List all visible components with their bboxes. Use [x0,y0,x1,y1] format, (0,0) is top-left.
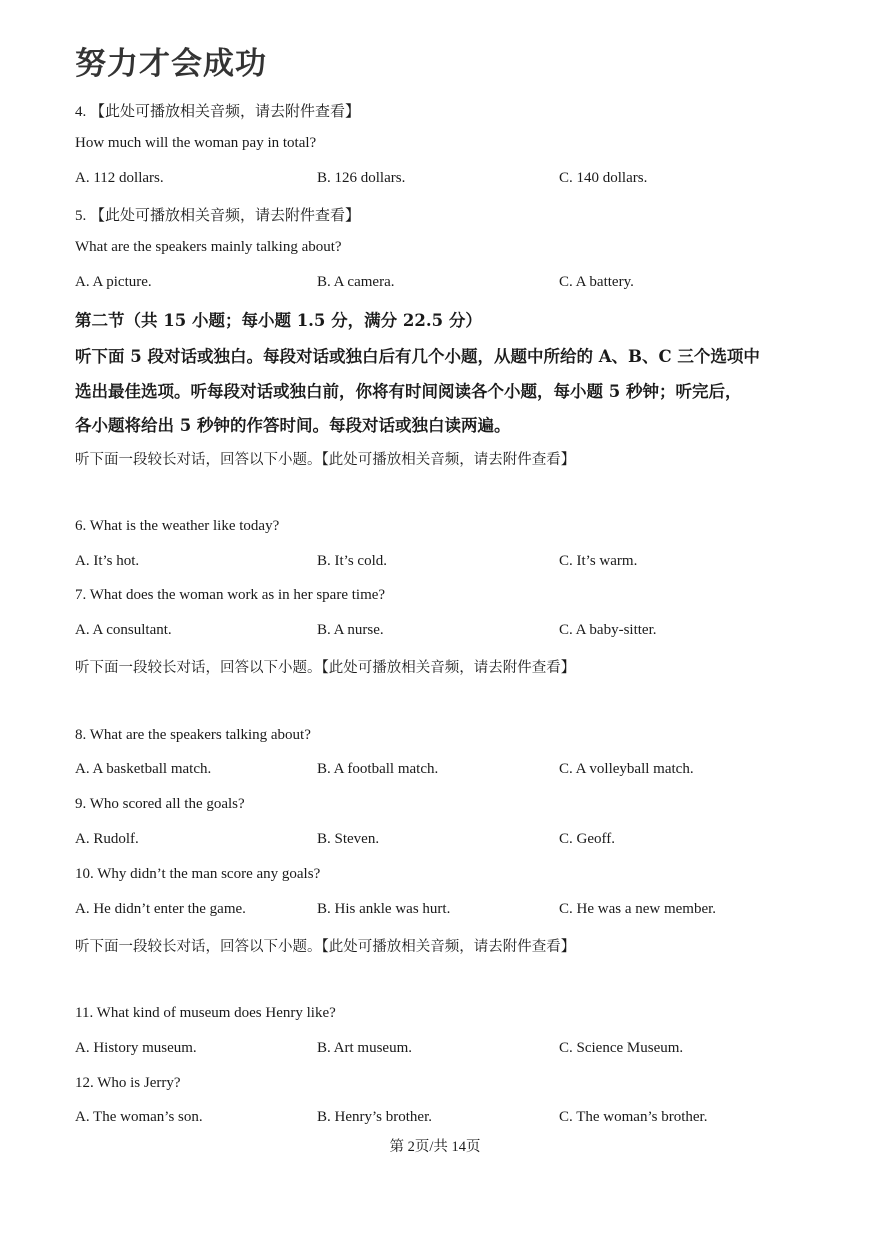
question-prompt: What are the speakers mainly talking about? [75,239,342,255]
section-heading: 第二节（共 15 小题；每小题 1.5 分，满分 22.5 分） [75,311,482,330]
option-b: B. 126 dollars. [317,170,406,186]
option-a: A. 112 dollars. [75,170,164,186]
option-c: C. Science Museum. [559,1040,684,1056]
option-c: C. A baby-sitter. [559,622,657,638]
option-a: A. The woman’s son. [75,1109,203,1125]
question-stem: 5. 【此处可播放相关音频，请去附件查看】 [75,208,361,224]
option-c: C. It’s warm. [559,553,638,569]
option-b: B. Steven. [317,831,380,847]
option-b: B. Henry’s brother. [317,1109,432,1125]
audio-note: 听下面一段较长对话，回答以下小题。【此处可播放相关音频，请去附件查看】 [75,660,576,676]
option-b: B. Art museum. [317,1040,413,1056]
option-a: A. History museum. [75,1040,197,1056]
option-b: B. A football match. [317,761,439,777]
audio-note: 听下面一段较长对话，回答以下小题。【此处可播放相关音频，请去附件查看】 [75,452,576,468]
option-a: A. It’s hot. [75,553,140,569]
question-stem: 4. 【此处可播放相关音频，请去附件查看】 [75,104,361,120]
option-b: B. A camera. [317,274,395,290]
option-c: C. The woman’s brother. [559,1109,708,1125]
question-stem: 9. Who scored all the goals? [75,796,245,812]
header-title: 努力才会成功 [75,46,267,82]
section-instructions-line: 选出最佳选项。听每段对话或独白前，你将有时间阅读各个小题，每小题 5 秒钟；听完后， [75,382,742,401]
option-a: A. A consultant. [75,622,172,638]
section-instructions-line: 各小题将给出 5 秒钟的作答时间。每段对话或独白读两遍。 [75,416,511,435]
question-stem: 11. What kind of museum does Henry like? [75,1005,336,1021]
option-b: B. His ankle was hurt. [317,901,451,917]
audio-note: 听下面一段较长对话，回答以下小题。【此处可播放相关音频，请去附件查看】 [75,939,576,955]
option-b: B. It’s cold. [317,553,387,569]
question-stem: 10. Why didn’t the man score any goals? [75,866,321,882]
option-c: C. He was a new member. [559,901,717,917]
page-number: 第 2页/共 14页 [389,1139,481,1155]
option-a: A. A basketball match. [75,761,212,777]
question-stem: 8. What are the speakers talking about? [75,727,311,743]
question-stem: 6. What is the weather like today? [75,518,280,534]
option-a: A. Rudolf. [75,831,139,847]
question-stem: 12. Who is Jerry? [75,1075,181,1091]
section-instructions-line: 听下面 5 段对话或独白。每段对话或独白后有几个小题，从题中所给的 A、B、C 三个选项中 [75,347,760,366]
option-b: B. A nurse. [317,622,384,638]
option-a: A. A picture. [75,274,152,290]
option-c: C. Geoff. [559,831,615,847]
option-a: A. He didn’t enter the game. [75,901,246,917]
option-c: C. A volleyball match. [559,761,694,777]
question-stem: 7. What does the woman work as in her spare time? [75,587,386,603]
option-c: C. A battery. [559,274,634,290]
option-c: C. 140 dollars. [559,170,648,186]
question-prompt: How much will the woman pay in total? [75,135,317,151]
